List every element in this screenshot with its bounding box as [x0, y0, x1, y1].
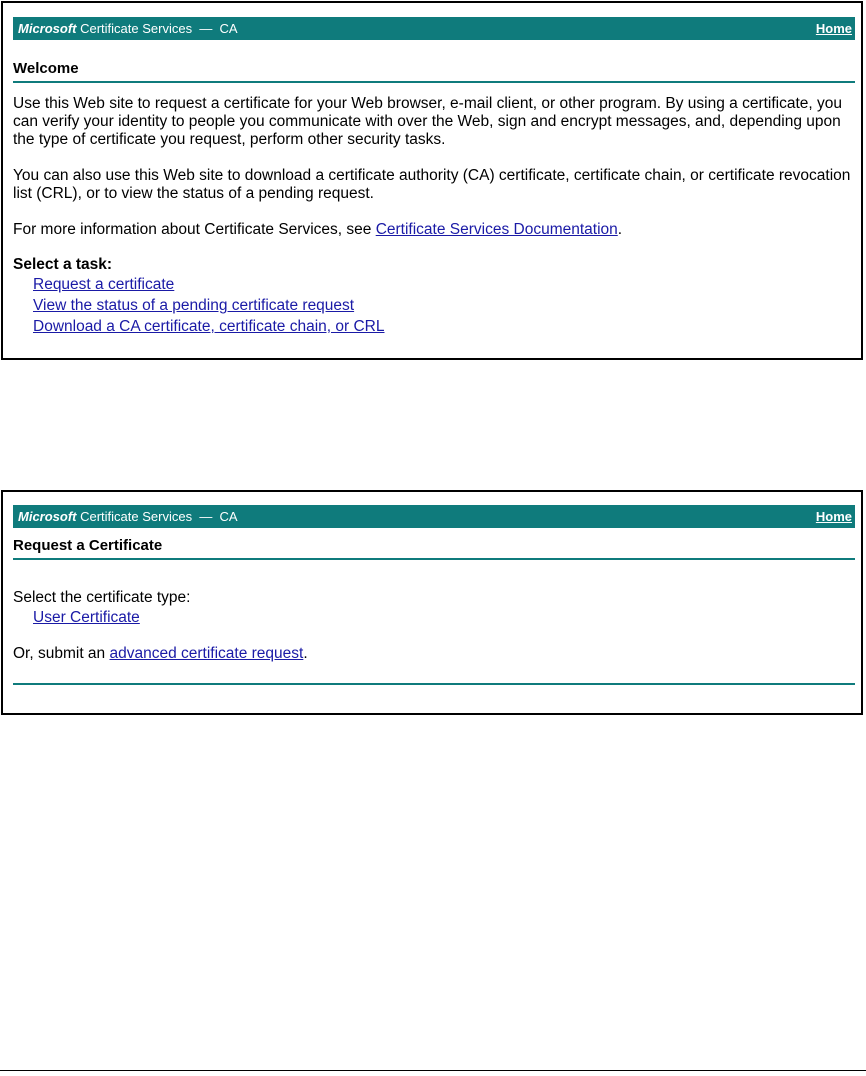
- documentation-link[interactable]: Certificate Services Documentation: [375, 221, 618, 238]
- request-panel: [1, 490, 863, 715]
- top-banner: [13, 17, 855, 40]
- top-banner: [13, 505, 855, 528]
- documentation-paragraph: [13, 221, 853, 239]
- page-title: Welcome: [13, 60, 855, 83]
- task-section: [13, 256, 853, 337]
- download-ca-certificate-link[interactable]: Download a CA certificate, certificate chain, or CRL: [33, 318, 385, 335]
- user-certificate-link[interactable]: User Certificate: [33, 609, 140, 626]
- advanced-suffix: .: [303, 645, 308, 662]
- intro-paragraph: Use this Web site to request a certificate for your Web browser, e-mail client, or other program. By using a certificate, you can verify your identity to people you communicate with over the Web, sign and encrypt messages, and, depending upon the type of certificate you request, perform other security tasks.: [13, 95, 843, 148]
- select-type-label: Select the certificate type:: [13, 589, 191, 606]
- documentation-prefix: For more information about Certificate Services, see: [13, 221, 376, 238]
- microsoft-brand: Microsoft: [18, 21, 77, 36]
- advanced-certificate-request-link[interactable]: advanced certificate request: [109, 645, 304, 662]
- view-pending-request-link[interactable]: View the status of a pending certificate request: [33, 297, 355, 314]
- service-name: Certificate Services — CA: [76, 509, 238, 524]
- microsoft-brand: Microsoft: [18, 509, 77, 524]
- service-name: Certificate Services — CA: [76, 21, 238, 36]
- request-certificate-link[interactable]: Request a certificate: [33, 276, 175, 293]
- welcome-content: [13, 95, 853, 337]
- home-link[interactable]: Home: [815, 21, 852, 36]
- banner-title: [18, 17, 238, 40]
- documentation-suffix: .: [617, 221, 623, 238]
- request-content: [13, 589, 853, 663]
- banner-title: [18, 505, 238, 528]
- welcome-panel: [1, 1, 863, 360]
- page-title: Request a Certificate: [13, 537, 855, 560]
- advanced-prefix: Or, submit an: [13, 645, 110, 662]
- advanced-request-paragraph: [13, 645, 853, 663]
- task-title: Select a task:: [13, 256, 113, 273]
- download-paragraph: You can also use this Web site to download a certificate authority (CA) certificate, certificate chain, or certificate revocation list (CRL), or to view the status of a pending request.: [13, 167, 851, 202]
- home-link[interactable]: Home: [815, 509, 852, 524]
- footer-divider: [13, 683, 855, 685]
- page-bottom-divider: [0, 1070, 866, 1071]
